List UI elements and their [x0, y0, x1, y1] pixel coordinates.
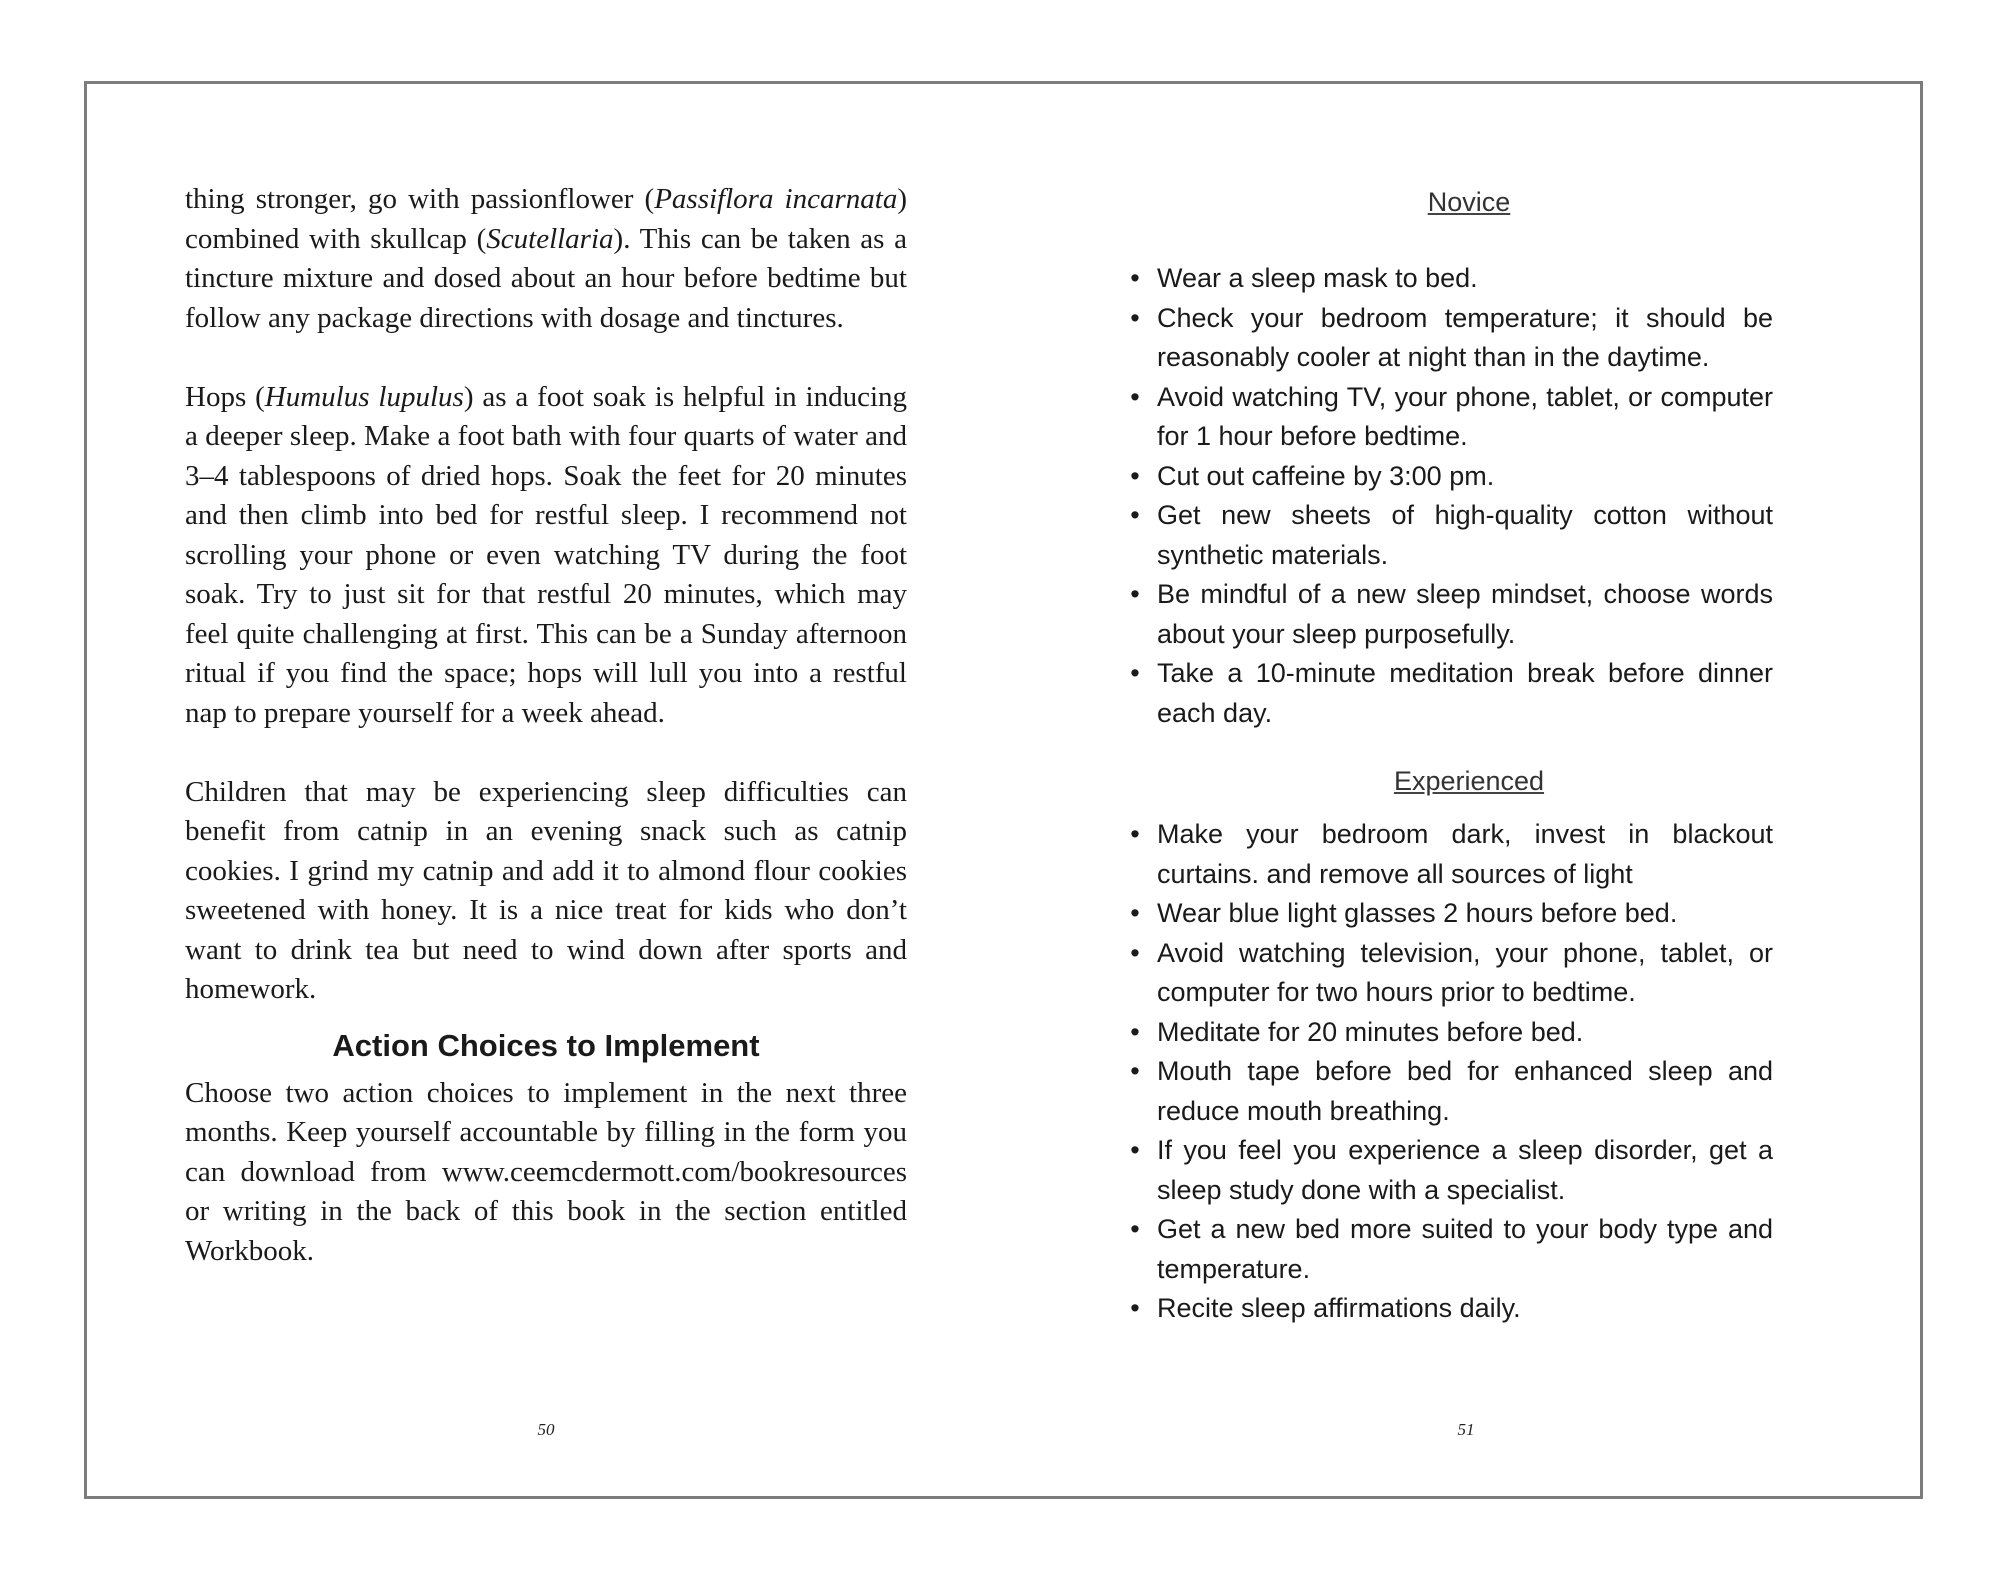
list-item-text: Meditate for 20 minutes before bed.: [1157, 1016, 1584, 1047]
page-number-right: 51: [1457, 1420, 1475, 1439]
left-page: [185, 180, 907, 1271]
bullet-icon: •: [1130, 500, 1140, 530]
bullet-icon: •: [1130, 819, 1140, 849]
list-item: [1125, 654, 1773, 733]
bullet-icon: •: [1130, 1056, 1140, 1086]
list-item: [1125, 259, 1773, 299]
text-run: Hops (: [185, 380, 265, 413]
list-item-text: Get a new bed more suited to your body type and temperature.: [1157, 1214, 1773, 1284]
list-item: [1125, 1131, 1773, 1210]
paragraph-passionflower: [185, 180, 907, 338]
experienced-heading: Experienced: [1393, 766, 1545, 796]
list-item: [1125, 1210, 1773, 1289]
latin-name: Passiflora incarnata: [654, 183, 898, 215]
list-item: [1125, 299, 1773, 378]
text-run: ). This can be taken as a tincture mixture and dosed about an hour before bedtime but follow any package directions with dosage and tinctures.: [185, 222, 907, 334]
text-run: ) combined with skullcap (: [185, 183, 908, 255]
bullet-icon: •: [1130, 1214, 1140, 1244]
paragraph-hops: [185, 378, 907, 734]
right-page: [1125, 182, 1773, 1329]
bullet-icon: •: [1130, 1016, 1140, 1047]
list-item: [1125, 815, 1773, 894]
bullet-icon: •: [1130, 579, 1140, 609]
text-run: ) as a foot soak is helpful in inducing a deeper sleep. Make a foot bath with four quarts of water and 3–4 tablespoons of dried hops. Soak the feet for 20 minutes and then climb into bed for restful sleep. I recommend not scrolling your phone or even watching TV during the foot soak. Try to just sit for that restful 20 minutes, which may feel quite challenging at first. This can be a Sunday afternoon ritual if you find the space; hops will lull you into a restful nap to prepare yourself for a week ahead.: [185, 380, 907, 729]
novice-list: [1125, 259, 1773, 733]
list-item: [1125, 1052, 1773, 1131]
latin-name: Scutellaria: [486, 222, 614, 255]
section-heading: Action Choices to Implement: [332, 1027, 760, 1063]
list-item: [1125, 457, 1773, 497]
bullet-icon: •: [1130, 658, 1140, 688]
list-item: [1125, 1289, 1773, 1329]
experienced-list: [1125, 815, 1773, 1329]
bullet-icon: •: [1130, 937, 1140, 968]
bullet-icon: •: [1130, 1135, 1140, 1165]
list-item-text: Wear a sleep mask to bed.: [1157, 263, 1478, 293]
paragraph-action-choices: Choose two action choices to implement in the next three months. Keep yourself accountable by filling in the form you can download from www.ceemcdermott.com/bookresources or writing in the back of this book in the section entitled Workbook.: [185, 1076, 907, 1267]
latin-name: Humulus lupulus: [264, 380, 464, 413]
list-item: [1125, 894, 1773, 934]
list-item-text: Cut out caffeine by 3:00 pm.: [1157, 460, 1495, 491]
list-item-text: Wear blue light glasses 2 hours before bed.: [1157, 898, 1678, 928]
list-item-text: Avoid watching TV, your phone, tablet, or computer for 1 hour before bedtime.: [1157, 381, 1773, 451]
list-item-text: Get new sheets of high-quality cotton without synthetic materials.: [1157, 500, 1773, 570]
novice-heading: Novice: [1427, 187, 1511, 217]
list-item: [1125, 934, 1773, 1013]
list-item: [1125, 575, 1773, 654]
bullet-icon: •: [1130, 898, 1140, 928]
page-number-left: 50: [537, 1420, 555, 1439]
paragraph-catnip: Children that may be experiencing sleep difficulties can benefit from catnip in an evening snack such as catnip cookies. I grind my catnip and add it to almond flour cookies sweetened with honey. It is a nice treat for kids who don’t want to drink tea but need to wind down after sports and homework.: [185, 775, 907, 1005]
list-item-text: Make your bedroom dark, invest in blackout curtains. and remove all sources of light: [1157, 819, 1773, 889]
list-item: [1125, 496, 1773, 575]
bullet-icon: •: [1130, 263, 1140, 293]
list-item: [1125, 1013, 1773, 1053]
list-item-text: If you feel you experience a sleep disorder, get a sleep study done with a specialist.: [1157, 1135, 1773, 1205]
bullet-icon: •: [1130, 460, 1140, 491]
list-item-text: Mouth tape before bed for enhanced sleep and reduce mouth breathing.: [1157, 1056, 1773, 1126]
bullet-icon: •: [1130, 302, 1140, 333]
bullet-icon: •: [1130, 381, 1140, 412]
text-run: thing stronger, go with passionflower (: [185, 183, 655, 215]
list-item-text: Take a 10-minute meditation break before dinner each day.: [1157, 658, 1773, 728]
list-item-text: Check your bedroom temperature; it should be reasonably cooler at night than in the daytime.: [1157, 302, 1773, 372]
list-item-text: Avoid watching television, your phone, tablet, or computer for two hours prior to bedtime.: [1157, 937, 1773, 1007]
bullet-icon: •: [1130, 1293, 1140, 1323]
list-item-text: Be mindful of a new sleep mindset, choose words about your sleep purposefully.: [1157, 579, 1773, 649]
list-item-text: Recite sleep affirmations daily.: [1157, 1293, 1521, 1323]
list-item: [1125, 378, 1773, 457]
